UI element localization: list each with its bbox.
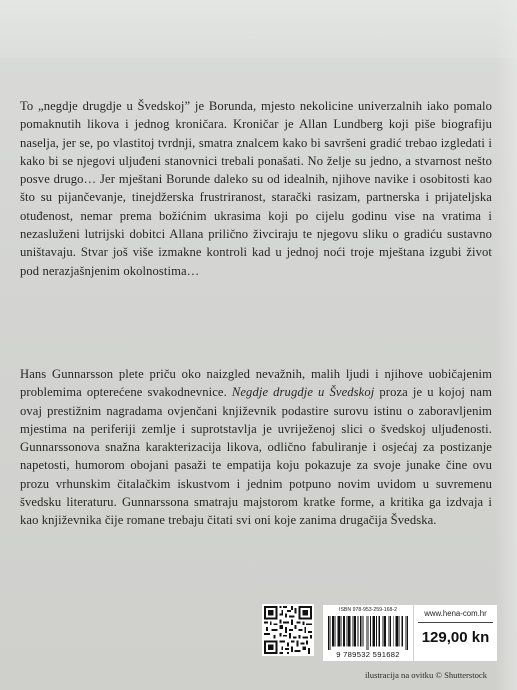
book-title-italic: Negdje drugdje u Švedskoj: [231, 385, 375, 400]
qr-code-icon: [262, 604, 314, 656]
top-light-strip: [0, 0, 517, 58]
price-label: [414, 605, 497, 661]
blurb-paragraph-1: To „negdje drugdje u Švedskoj” je Borunda, mjesto nekolicine univerzalnih iako pomalo pomaknutih likova i jednog kroničara. Kroničar je Allan Lundberg koji piše biografiju naselja, jer se, po vlastitoj tvrdnji, smatra znalcem kako bi savršeni gradić trebao izgledati i kako bi se njegovi uljuđeni stanovnici trebali ponašati. No želje su jedno, a stvarnost nešto posve drugo… Jer mještani Borunde daleko su od idealnih, njihove navike i osobitosti kao što su pijančevanje, tinejdžerska frustriranost, starački rasizam, partnerska i prijateljska otuđenost, nemar prema božićnim ukrasima koji po cijelu godinu vise na vratima i nezasluženi lutrijski dobitci Allana prilično živciraju te njegovu sliku o gradiću sustavno uništavaju. Stvar još više izmakne kontroli kad u jednoj noći troje mještana izgubi život pod nerazjašnjenim okolnostima…: [20, 99, 492, 278]
isbn-text: ISBN 978-953-259-168-2: [339, 607, 397, 613]
blurb-p2-text-start: Hans Gunnarsson plete priču oko naizgled nevažnih, malih ljudi i njihove uobičajenim problemima opterećene svakodnevnice.: [20, 367, 492, 400]
isbn-barcode-label: [323, 605, 413, 661]
cover-edge-highlight: [495, 0, 517, 690]
barcode-icon: [328, 616, 408, 650]
cover-illustration-credit: ilustracija na ovitku © Shutterstock: [365, 670, 488, 680]
blurb-p2-text-end: proza je u kojoj nam ovaj prestižnim nagradama ovjenčani književnik podastire surovu istinu o zaboravljenim mjestima na periferiji zemlje i suprotstavlja je uvriježenoj slici o švedskoj uljuđenosti. Gunnarssonova snažna karakterizacija likova, odlično fabuliranje i osjećaj za postizanje napetosti, humorom obojani pasaži te empatija koju pokazuje za svoje junake čine ovu prozu vrhunskim čitalačkim iskustvom i jednim potpuno novim uvidom u suvremenu švedsku literaturu. Gunnarssona smatraju majstorom kratke forme, a kritika ga izdvaja i kao književnika čije romane trebaju čitati svi oni koje zanima drugačija Švedska.: [20, 385, 493, 528]
barcode-number: 9 789532 591682: [336, 650, 400, 659]
price-value: 129,00 kn: [421, 629, 490, 646]
publisher-website: www.hena-com.hr: [424, 609, 487, 618]
price-divider: [418, 622, 493, 623]
blurb-paragraph-2: [20, 365, 492, 530]
